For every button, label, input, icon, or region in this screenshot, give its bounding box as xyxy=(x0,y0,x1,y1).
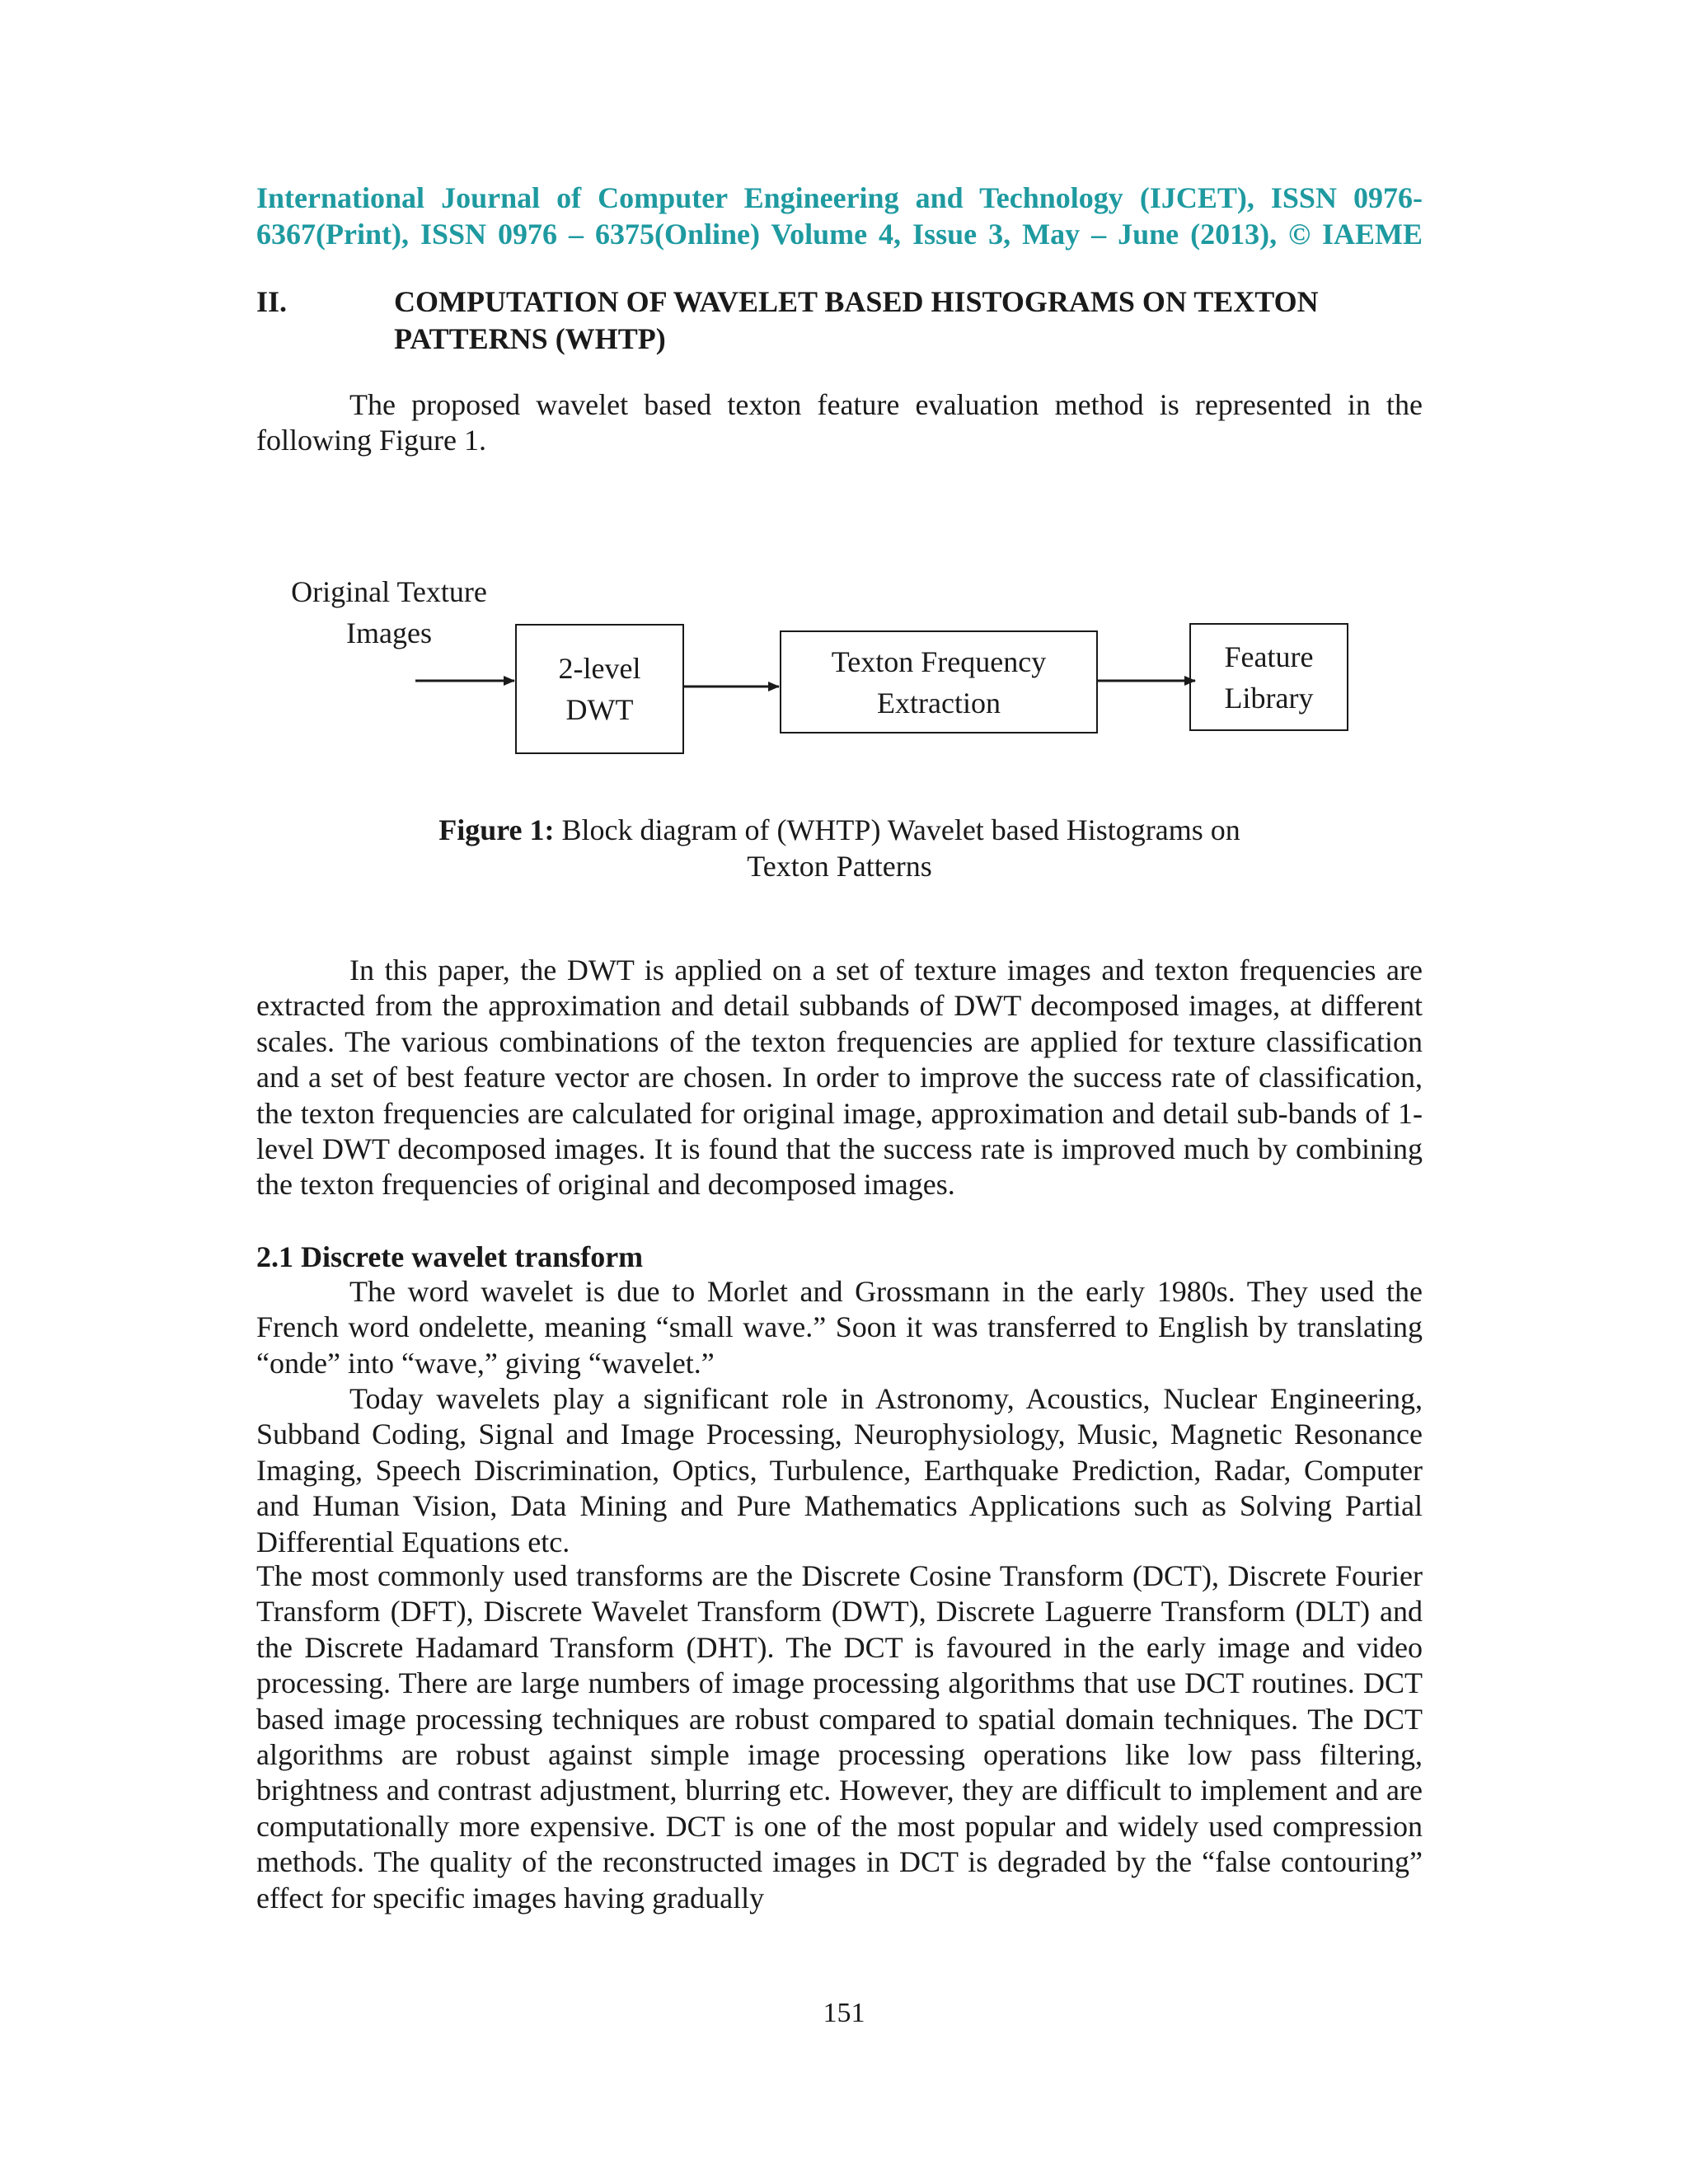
body-paragraph-3: Today wavelets play a significant role in Astronomy, Acoustics, Nuclear Engineering, Subband Coding, Signal and Image Processing, Neurophysiology, Music, Magnetic Resonance Imaging, Speech Discrimination, Optics, Turbulence, Earthquake Prediction, Radar, Computer and Human Vision, Data Mining and Pure Mathematics Applications such as Solving Partial Differential Equations etc. xyxy=(256,1382,1423,1558)
texton-box-line2: Extraction xyxy=(877,686,1001,719)
caption-text-line1: Block diagram of (WHTP) Wavelet based Histograms on xyxy=(561,813,1240,846)
input-label-line2: Images xyxy=(346,616,432,649)
caption-text-line2: Texton Patterns xyxy=(747,850,932,883)
library-box-line1: Feature xyxy=(1224,640,1314,673)
journal-header xyxy=(256,180,1423,252)
texton-box-line1: Texton Frequency xyxy=(831,644,1047,678)
library-box-line2: Library xyxy=(1224,681,1314,715)
body-paragraph-1: In this paper, the DWT is applied on a set of texture images and texton frequencies are extracted from the approximation and detail subbands of DWT decomposed images, at different scales. The various combinations of the texton frequencies are applied for texture classification and a set of best feature vector are chosen. In order to improve the success rate of classification, the texton frequencies are calculated for original image, approximation and detail sub-bands of 1-level DWT decomposed images. It is found that the success rate is improved much by combining the texton frequencies of original and decomposed images. xyxy=(256,954,1423,1202)
dwt-box-line2: DWT xyxy=(565,693,634,726)
body-paragraph-4: The most commonly used transforms are the Discrete Cosine Transform (DCT), Discrete Fourier Transform (DFT), Discrete Wavelet Transform (DWT), Discrete Laguerre Transform (DLT) and the Discrete Hadamard Transform (DHT). The DCT is favoured in the early image and video processing. There are large numbers of image processing algorithms that use DCT routines. DCT based image processing techniques are robust compared to spatial domain techniques. The DCT algorithms are robust against simple image processing operations like low pass filtering, brightness and contrast adjustment, blurring etc. However, they are difficult to implement and are computationally more expensive. DCT is one of the most popular and widely used compression methods. The quality of the reconstructed images in DCT is degraded by the “false contouring” effect for specific images having gradually xyxy=(256,1559,1423,1915)
feature-library-box xyxy=(1189,623,1348,731)
journal-header-line1: International Journal of Computer Engineering and Technology (IJCET), ISSN 0976- xyxy=(256,181,1423,214)
input-label-line1: Original Texture xyxy=(291,575,487,608)
page-number: 151 xyxy=(823,1998,865,2028)
body-paragraph-2: The word wavelet is due to Morlet and Grossmann in the early 1980s. They used the French word ondelette, meaning “small wave.” Soon it was transferred to English by translating “onde” into “wave,” giving “wavelet.” xyxy=(256,1275,1423,1380)
dwt-box xyxy=(515,624,684,754)
section-number: II. xyxy=(256,285,288,318)
input-label xyxy=(265,571,513,654)
intro-paragraph: The proposed wavelet based texton feature evaluation method is represented in the following Figure 1. xyxy=(256,388,1423,457)
dwt-box-line1: 2-level xyxy=(558,652,641,685)
caption-label: Figure 1: xyxy=(438,813,555,846)
figure-caption xyxy=(256,812,1423,884)
section-title: COMPUTATION OF WAVELET BASED HISTOGRAMS ON TEXTON PATTERNS (WHTP) xyxy=(394,285,1319,355)
subsection-heading: 2.1 Discrete wavelet transform xyxy=(256,1240,644,1273)
texton-frequency-box xyxy=(780,630,1098,733)
journal-header-line2: 6367(Print), ISSN 0976 – 6375(Online) Volume 4, Issue 3, May – June (2013), © IAEME xyxy=(256,218,1423,251)
